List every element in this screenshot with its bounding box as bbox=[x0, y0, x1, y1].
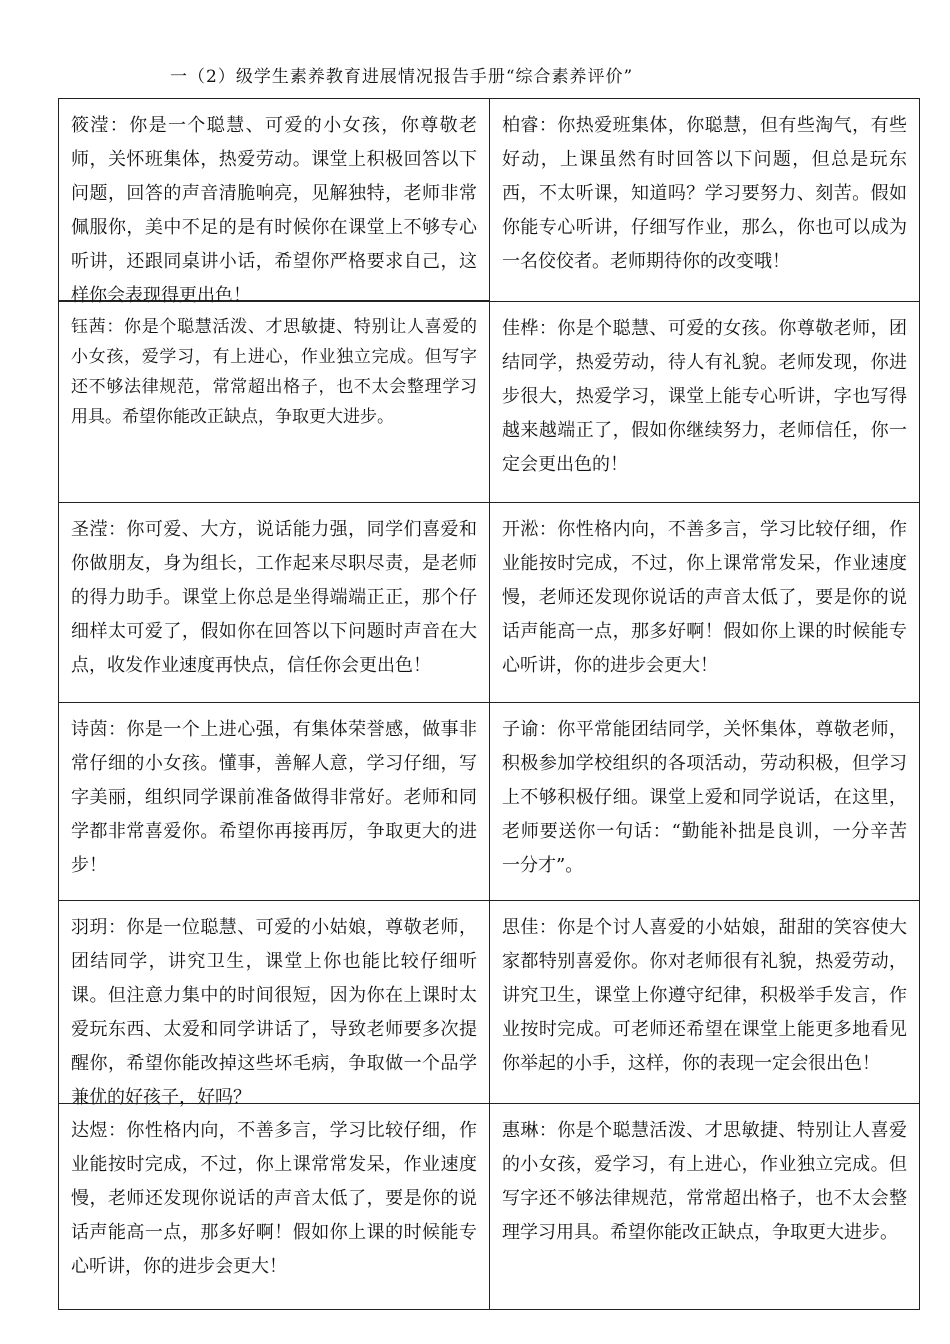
page-title: 一（2）级学生素养教育进展情况报告手册“综合素养评价” bbox=[170, 67, 634, 87]
table-row bbox=[58, 301, 920, 502]
comment-cell: 圣滢：你可爱、大方，说话能力强，同学们喜爱和你做朋友，身为组长，工作起来尽职尽责，是老师的得力助手。课堂上你总是坐得端端正正，那个仔细样太可爱了，假如你在回答以下问题时声音在大点，收发作业速度再快点，信任你会更出色！ bbox=[58, 502, 489, 702]
evaluation-table bbox=[58, 98, 920, 1310]
comment-cell: 筱滢：你是一个聪慧、可爱的小女孩，你尊敬老师，关怀班集体，热爱劳动。课堂上积极回答以下问题，回答的声音清脆响亮，见解独特，老师非常佩服你，美中不足的是有时候你在课堂上不够专心听讲，还跟同桌讲小话，希望你严格要求自己，这样你会表现得更出色！ bbox=[58, 98, 489, 301]
table-row bbox=[58, 502, 920, 702]
comment-cell: 达煜：你性格内向，不善多言，学习比较仔细，作业能按时完成，不过，你上课常常发呆，作业速度慢，老师还发现你说话的声音太低了，要是你的说话声能高一点，那多好啊！假如你上课的时候能专心听讲，你的进步会更大！ bbox=[58, 1103, 489, 1310]
table-row bbox=[58, 900, 920, 1108]
table-row bbox=[58, 1103, 920, 1310]
comment-cell: 思佳：你是个讨人喜爱的小姑娘，甜甜的笑容使大家都特别喜爱你。你对老师很有礼貌，热爱劳动，讲究卫生，课堂上你遵守纪律，积极举手发言，作业按时完成。可老师还希望在课堂上能更多地看见你举起的小手，这样，你的表现一定会很出色！ bbox=[489, 900, 920, 1103]
comment-cell: 诗茵：你是一个上进心强，有集体荣誉感，做事非常仔细的小女孩。懂事，善解人意，学习仔细，写字美丽，组织同学课前准备做得非常好。老师和同学都非常喜爱你。希望你再接再厉，争取更大的进步！ bbox=[58, 702, 489, 900]
comment-cell: 羽玥：你是一位聪慧、可爱的小姑娘，尊敬老师，团结同学，讲究卫生，课堂上你也能比较仔细听课。但注意力集中的时间很短，因为你在上课时太爱玩东西、太爱和同学讲话了，导致老师要多次提醒你，希望你能改掉这些坏毛病，争取做一个品学兼优的好孩子，好吗？ bbox=[58, 900, 489, 1103]
table-row bbox=[58, 702, 920, 900]
comment-cell: 惠琳：你是个聪慧活泼、才思敏捷、特别让人喜爱的小女孩，爱学习，有上进心，作业独立完成。但写字还不够法律规范，常常超出格子，也不太会整理学习用具。希望你能改正缺点，争取更大进步。 bbox=[489, 1103, 920, 1310]
comment-cell: 开淞：你性格内向，不善多言，学习比较仔细，作业能按时完成，不过，你上课常常发呆，作业速度慢，老师还发现你说话的声音太低了，要是你的说话声能高一点，那多好啊！假如你上课的时候能专心听讲，你的进步会更大！ bbox=[489, 502, 920, 702]
comment-cell: 柏睿：你热爱班集体，你聪慧，但有些淘气，有些好动，上课虽然有时回答以下问题，但总是玩东西，不太听课，知道吗？学习要努力、刻苦。假如你能专心听讲，仔细写作业，那么，你也可以成为一名佼佼者。老师期待你的改变哦！ bbox=[489, 98, 920, 301]
comment-cell: 佳桦：你是个聪慧、可爱的女孩。你尊敬老师，团结同学，热爱劳动，待人有礼貌。老师发现，你进步很大，热爱学习，课堂上能专心听讲，字也写得越来越端正了，假如你继续努力，老师信任，你一定会更出色的！ bbox=[489, 301, 920, 502]
table-row bbox=[58, 98, 920, 306]
comment-cell: 子谕：你平常能团结同学，关怀集体，尊敬老师，积极参加学校组织的各项活动，劳动积极，但学习上不够积极仔细。课堂上爱和同学说话，在这里，老师要送你一句话：“勤能补拙是良训，一分辛苦一分才”。 bbox=[489, 702, 920, 900]
comment-cell: 钰茜：你是个聪慧活泼、才思敏捷、特别让人喜爱的小女孩，爱学习，有上进心，作业独立完成。但写字还不够法律规范，常常超出格子，也不太会整理学习用具。希望你能改正缺点，争取更大进步。 bbox=[58, 301, 489, 502]
